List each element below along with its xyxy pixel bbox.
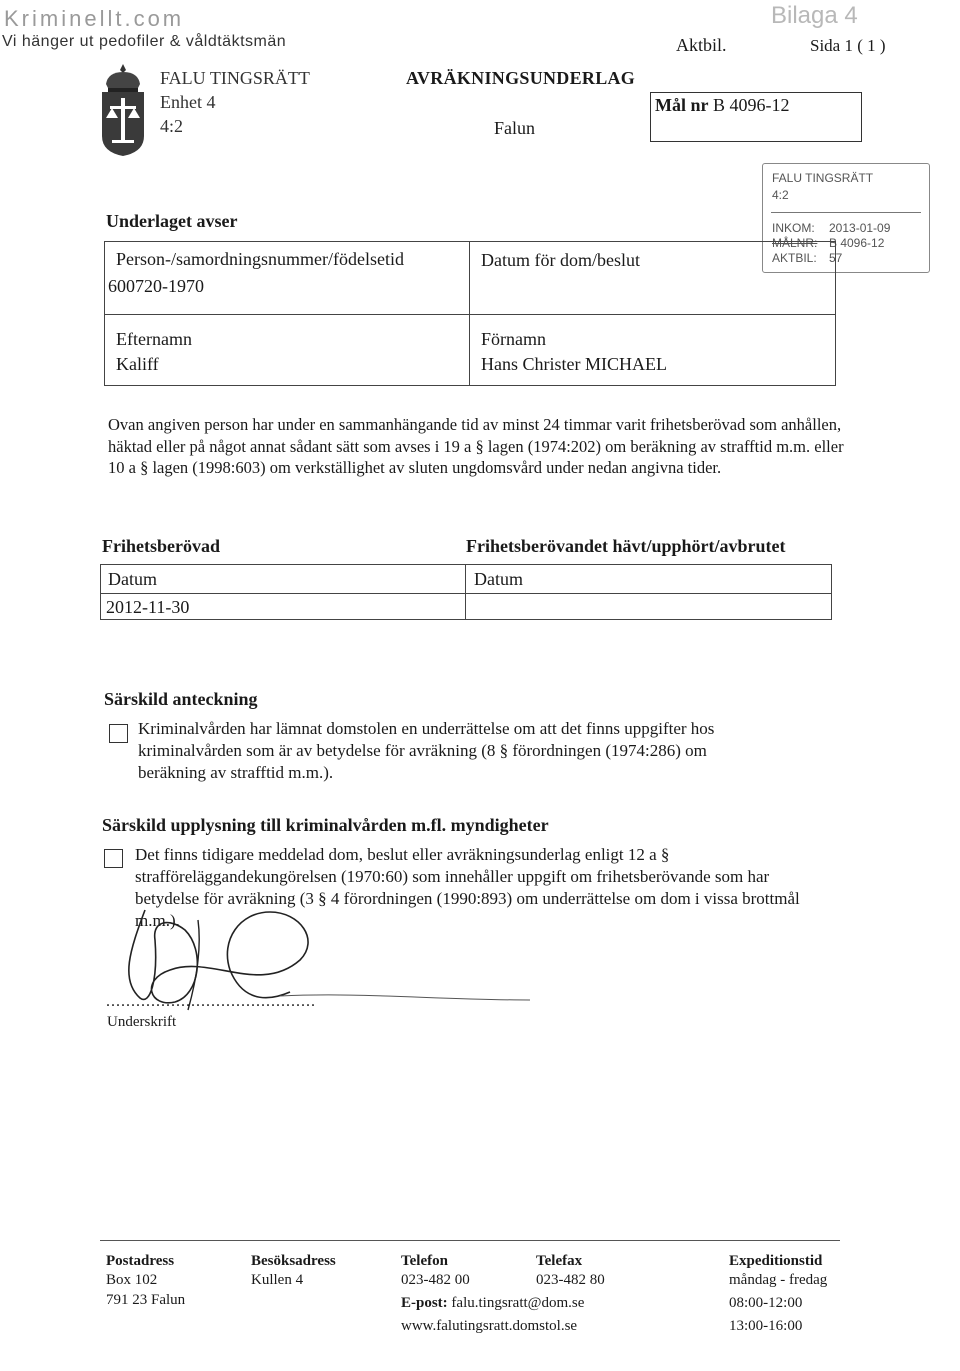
detained-heading: Frihetsberövad <box>102 536 220 556</box>
detention-table-hline <box>101 593 831 594</box>
hours-afternoon: 13:00-16:00 <box>729 1318 803 1334</box>
postal-line1: Box 102 <box>106 1272 158 1288</box>
court-block <box>160 66 310 138</box>
bilaga-label: Bilaga 4 <box>771 2 858 29</box>
page-value: 1 ( 1 ) <box>844 36 886 55</box>
watermark-site: Kriminellt.com <box>4 6 185 31</box>
phone-heading: Telefon <box>401 1253 448 1269</box>
email-label: E-post: <box>401 1295 448 1311</box>
court-name: FALU TINGSRÄTT <box>160 68 310 88</box>
id-value: 600720-1970 <box>108 276 204 296</box>
website-link[interactable]: www.falutingsratt.domstol.se <box>401 1318 578 1334</box>
firstname-value: Hans Christer MICHAEL <box>481 354 667 374</box>
signature-label: Underskrift <box>107 1014 177 1030</box>
note-heading: Särskild anteckning <box>104 689 258 709</box>
detained-date-label: Datum <box>108 569 157 589</box>
detained-date-value: 2012-11-30 <box>106 597 190 617</box>
note-checkbox[interactable] <box>109 724 128 743</box>
id-label: Person-/samordningsnummer/födelsetid <box>116 249 404 269</box>
signature-dots: .......................................... <box>106 993 316 1010</box>
page-label: Sida <box>810 36 841 55</box>
released-heading: Frihetsberövandet hävt/upphört/avbrutet <box>466 536 786 556</box>
info-heading: Särskild upplysning till kriminalvården m.fl. myndigheter <box>102 815 549 835</box>
surname-label: Efternamn <box>116 329 192 349</box>
case-number-label: Mål nr <box>655 95 709 115</box>
case-number-field <box>655 95 790 116</box>
court-unit: Enhet 4 <box>160 92 216 112</box>
stamp-malnr-value: B 4096-12 <box>829 236 885 250</box>
email-line <box>401 1295 584 1312</box>
statement-text: Ovan angiven person har under en sammanhängande tid av minst 24 timmar varit frihetsberövad som anhållen, häktad eller på något annat sådant sätt som avses i 19 a § lagen (1974:202) om beräkning av strafftid m.m. eller 10 a § lagen (1998:603) om verkställighet av sluten ungdomsvård under nedan angivna tider. <box>108 415 844 477</box>
stamp-aktbil-value: 57 <box>829 251 843 265</box>
hours-morning: 08:00-12:00 <box>729 1295 803 1311</box>
case-number-value: B 4096-12 <box>713 95 790 115</box>
stamp-divider <box>771 212 921 213</box>
aktbil-label: Aktbil. <box>676 35 727 55</box>
surname-value: Kaliff <box>116 354 159 374</box>
document-title: AVRÄKNINGSUNDERLAG <box>406 68 636 88</box>
hours-days: måndag - fredag <box>729 1272 828 1288</box>
postal-heading: Postadress <box>106 1253 175 1269</box>
visit-line1: Kullen 4 <box>251 1272 304 1288</box>
detention-table-vline <box>465 565 466 619</box>
stamp-unit: 4:2 <box>772 188 789 202</box>
watermark-tagline: Vi hänger ut pedofiler & våldtäktsmän <box>2 33 287 50</box>
phone-value: 023-482 00 <box>401 1272 470 1288</box>
court-subunit: 4:2 <box>160 116 184 136</box>
postal-line2: 791 23 Falun <box>106 1292 186 1308</box>
stamp-inkom-value: 2013-01-09 <box>829 221 891 235</box>
subject-table-hline <box>105 314 835 315</box>
subject-table <box>104 241 836 386</box>
stamp-court: FALU TINGSRÄTT <box>772 171 874 185</box>
stamp-malnr-label: MÅLNR: <box>772 236 818 250</box>
footer-divider <box>100 1240 840 1241</box>
email-value[interactable]: falu.tingsratt@dom.se <box>451 1295 585 1311</box>
subject-heading: Underlaget avser <box>106 211 238 231</box>
stamp-aktbil-label: AKTBIL: <box>772 251 817 265</box>
note-text: Kriminalvården har lämnat domstolen en underrättelse om att det finns uppgifter hos kriminalvården som är av betydelse för avräkning (8 § förordningen (1974:286) om beräkning av strafftid m.m.). <box>138 719 715 782</box>
info-checkbox[interactable] <box>104 849 123 868</box>
hours-heading: Expeditionstid <box>729 1253 823 1269</box>
fax-value: 023-482 80 <box>536 1272 605 1288</box>
city-label: Falun <box>494 118 536 138</box>
fax-heading: Telefax <box>536 1253 583 1269</box>
info-text: Det finns tidigare meddelad dom, beslut eller avräkningsunderlag enligt 12 a § strafföreläggandekungörelsen (1970:60) som innehåller uppgift om frihetsberövande som har betydelse för avräkning (3 § 4 förordningen (1990:893) om underrättelse om dom i vissa brottmål m.m.). <box>135 845 800 930</box>
case-number-box <box>650 92 862 142</box>
released-date-label: Datum <box>474 569 523 589</box>
detention-table <box>100 564 832 620</box>
firstname-label: Förnamn <box>481 329 546 349</box>
visit-heading: Besöksadress <box>251 1253 336 1269</box>
date-label: Datum för dom/beslut <box>481 250 640 270</box>
page-indicator <box>810 36 886 56</box>
court-emblem-icon <box>98 62 148 158</box>
stamp-inkom-label: INKOM: <box>772 221 815 235</box>
